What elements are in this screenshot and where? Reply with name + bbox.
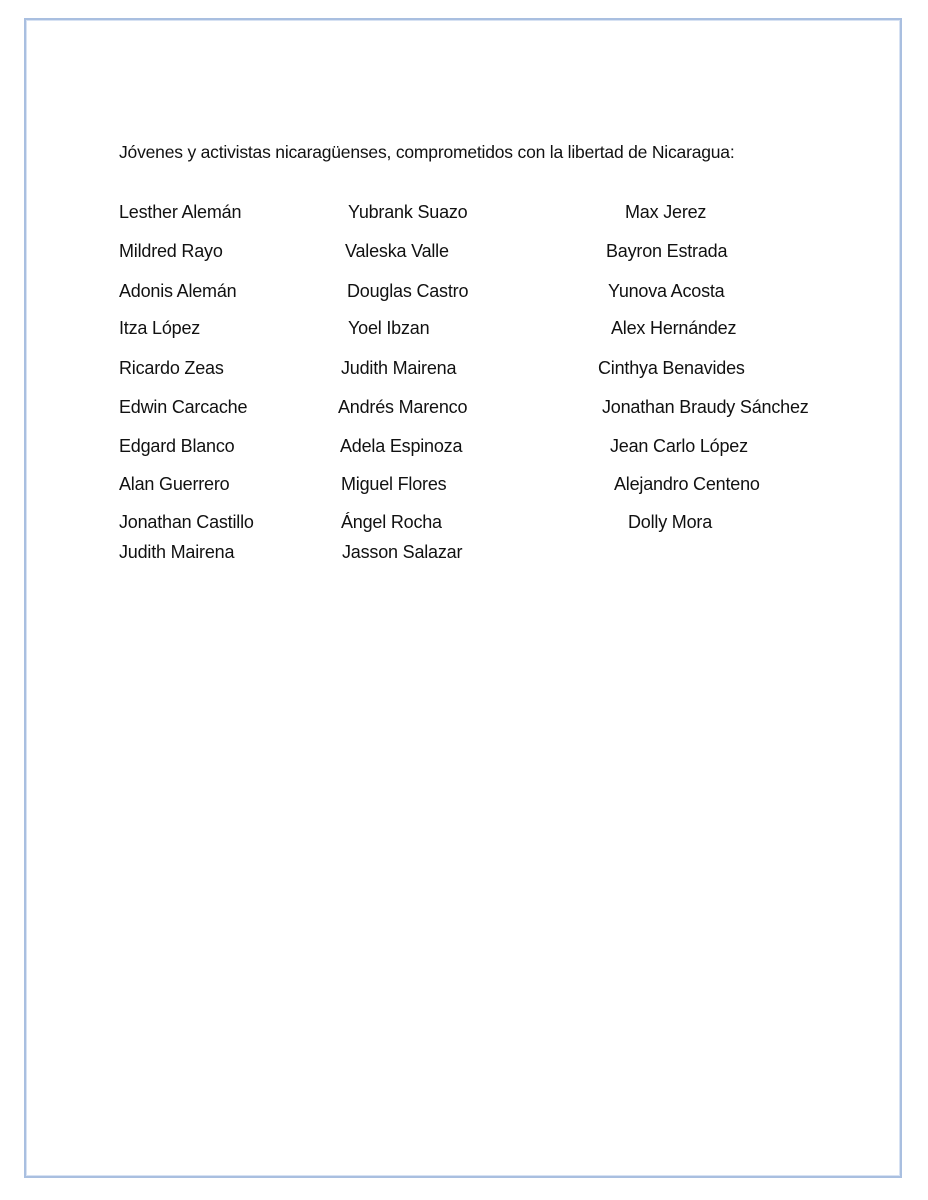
signatory-name: Ángel Rocha: [341, 512, 442, 532]
signatory-name: Judith Mairena: [119, 542, 235, 562]
signatory-name: Douglas Castro: [347, 281, 469, 301]
intro-text: Jóvenes y activistas nicaragüenses, comprometidos con la libertad de Nicaragua:: [119, 142, 735, 162]
signatory-name: Jonathan Braudy Sánchez: [602, 397, 809, 417]
signatory-name: Alejandro Centeno: [614, 474, 760, 494]
signatory-name: Yubrank Suazo: [348, 202, 468, 222]
signatory-name: Max Jerez: [625, 202, 707, 222]
document-page: [24, 18, 902, 1178]
signatory-name: Miguel Flores: [341, 474, 447, 494]
signatory-name: Lesther Alemán: [119, 202, 242, 222]
signatory-name: Valeska Valle: [345, 241, 449, 261]
signatory-name: Yoel Ibzan: [348, 318, 430, 338]
signatory-name: Judith Mairena: [341, 358, 457, 378]
signatory-name: Cinthya Benavides: [598, 358, 745, 378]
signatory-name: Dolly Mora: [628, 512, 713, 532]
signatory-name: Jonathan Castillo: [119, 512, 254, 532]
signatory-name: Edgard Blanco: [119, 436, 235, 456]
signatory-name: Jean Carlo López: [610, 436, 748, 456]
signatory-name: Yunova Acosta: [608, 281, 725, 301]
signatory-name: Edwin Carcache: [119, 397, 248, 417]
signatory-name: Mildred Rayo: [119, 241, 223, 261]
signatory-name: Alex Hernández: [611, 318, 737, 338]
signatory-name: Jasson Salazar: [342, 542, 463, 562]
signatory-name: Bayron Estrada: [606, 241, 728, 261]
signatory-name: Adonis Alemán: [119, 281, 237, 301]
signatory-name: Andrés Marenco: [338, 397, 468, 417]
signatory-name: Alan Guerrero: [119, 474, 230, 494]
signatory-name: Adela Espinoza: [340, 436, 463, 456]
signatory-name: Ricardo Zeas: [119, 358, 224, 378]
signatory-name: Itza López: [119, 318, 201, 338]
